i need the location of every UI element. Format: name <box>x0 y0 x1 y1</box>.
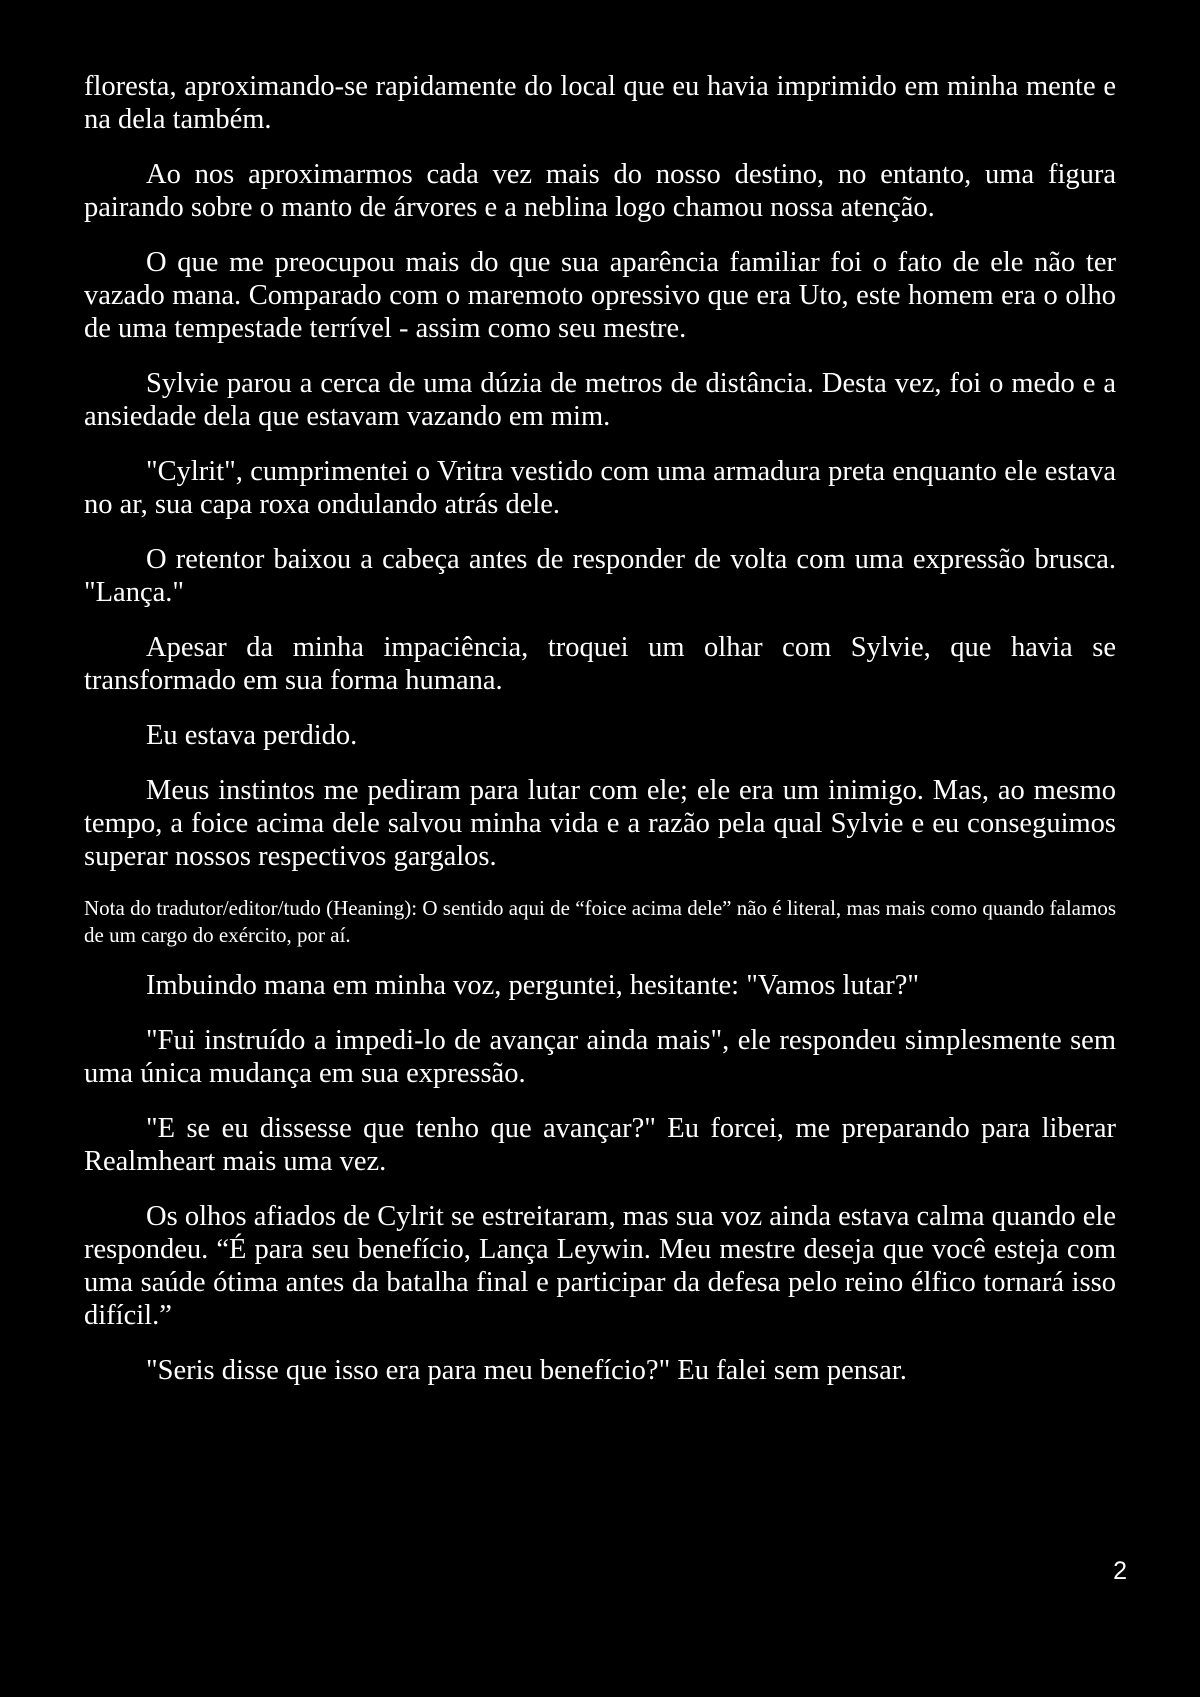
paragraph: "E se eu dissesse que tenho que avançar?" Eu forcei, me preparando para liberar Realmheart mais uma vez. <box>84 1113 1116 1177</box>
document-page <box>84 70 1116 1409</box>
paragraph: "Cylrit", cumprimentei o Vritra vestido com uma armadura preta enquanto ele estava no ar, sua capa roxa ondulando atrás dele. <box>84 456 1116 520</box>
paragraph: Sylvie parou a cerca de uma dúzia de metros de distância. Desta vez, foi o medo e a ansiedade dela que estavam vazando em mim. <box>84 368 1116 432</box>
paragraph: O retentor baixou a cabeça antes de responder de volta com uma expressão brusca. "Lança." <box>84 544 1116 608</box>
paragraph: O que me preocupou mais do que sua aparência familiar foi o fato de ele não ter vazado mana. Comparado com o maremoto opressivo que era Uto, este homem era o olho de uma tempestade terrível - assim como seu mestre. <box>84 247 1116 344</box>
translator-note: Nota do tradutor/editor/tudo (Heaning): O sentido aqui de “foice acima dele” não é literal, mas mais como quando falamos de um cargo do exército, por aí. <box>84 896 1116 947</box>
paragraph: Apesar da minha impaciência, troquei um olhar com Sylvie, que havia se transformado em sua forma humana. <box>84 632 1116 696</box>
paragraph: Imbuindo mana em minha voz, perguntei, hesitante: "Vamos lutar?" <box>146 970 920 1001</box>
page-number: 2 <box>1113 1557 1127 1585</box>
paragraph: "Fui instruído a impedi-lo de avançar ainda mais", ele respondeu simplesmente sem uma única mudança em sua expressão. <box>84 1025 1116 1089</box>
paragraph: Os olhos afiados de Cylrit se estreitaram, mas sua voz ainda estava calma quando ele respondeu. “É para seu benefício, Lança Leywin. Meu mestre deseja que você esteja com uma saúde ótima antes da batalha final e participar da defesa pelo reino élfico tornará isso difícil.” <box>84 1201 1116 1331</box>
paragraph: Ao nos aproximarmos cada vez mais do nosso destino, no entanto, uma figura pairando sobre o manto de árvores e a neblina logo chamou nossa atenção. <box>84 159 1116 223</box>
paragraph: Meus instintos me pediram para lutar com ele; ele era um inimigo. Mas, ao mesmo tempo, a foice acima dele salvou minha vida e a razão pela qual Sylvie e eu conseguimos superar nossos respectivos gargalos. <box>84 775 1116 872</box>
paragraph: Eu estava perdido. <box>146 720 358 751</box>
paragraph-continued: floresta, aproximando-se rapidamente do local que eu havia imprimido em minha mente e na dela também. <box>84 71 1116 135</box>
paragraph: "Seris disse que isso era para meu benefício?" Eu falei sem pensar. <box>146 1355 907 1386</box>
